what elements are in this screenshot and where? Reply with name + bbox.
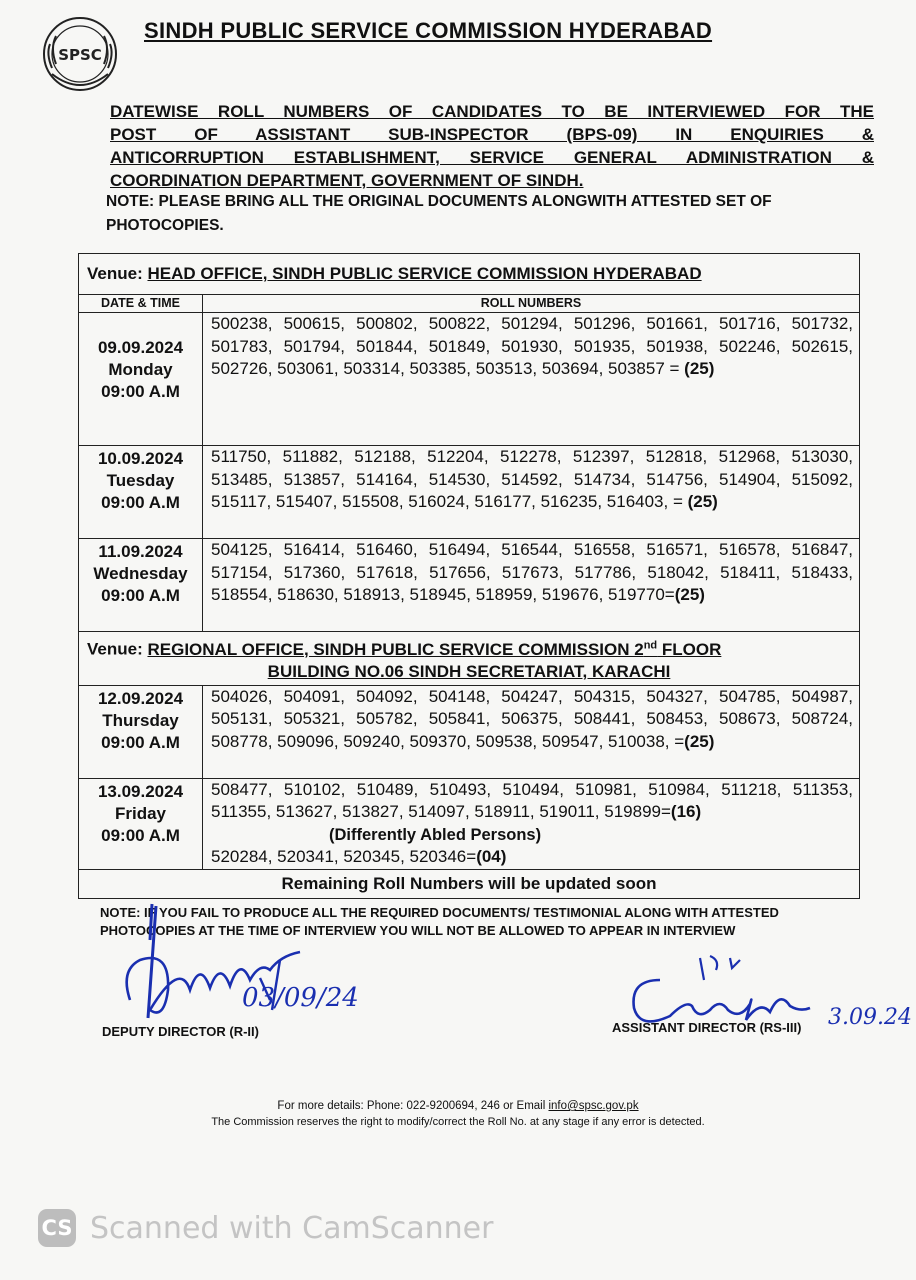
- roll-numbers: 500238, 500615, 500802, 500822, 501294, 501296, 501661, 501716, 501732, 501783, 501794, 501844, 501849, 501930, 501935, 501938, 502246, 502615, 502726, 503061, 503314, 503385, 503513, 503694, 503857 =: [211, 314, 854, 378]
- roll-numbers-cell: [203, 539, 860, 632]
- page-title: SINDH PUBLIC SERVICE COMMISSION HYDERABAD: [144, 18, 713, 43]
- disclaimer: The Commission reserves the right to modify/correct the Roll No. at any stage if any error is detected.: [211, 1116, 705, 1128]
- date-cell: [79, 446, 203, 539]
- time: 09:00 A.M: [101, 586, 180, 605]
- roll-count: (16): [670, 802, 702, 822]
- roll-numbers-cell: [203, 685, 860, 778]
- time: 09:00 A.M: [101, 382, 180, 401]
- venue-row-karachi: [79, 632, 860, 686]
- roll-numbers-cell: [203, 778, 860, 869]
- roll-count: (04): [476, 847, 507, 867]
- roll-count: (25): [684, 359, 715, 378]
- camscanner-text: Scanned with CamScanner: [90, 1210, 494, 1246]
- venue-name: REGIONAL OFFICE, SINDH PUBLIC SERVICE COMMISSION 2: [147, 639, 644, 659]
- remaining-note: Remaining Roll Numbers will be updated soon: [79, 869, 860, 898]
- email-link[interactable]: info@spsc.gov.pk: [548, 1100, 639, 1112]
- venue-superscript: nd: [643, 639, 658, 651]
- heading-line: POST OF ASSISTANT SUB-INSPECTOR (BPS-09) IN ENQUIRIES &: [110, 125, 874, 144]
- day: Thursday: [102, 710, 179, 730]
- day: Tuesday: [106, 471, 175, 490]
- camscanner-icon: CS: [38, 1209, 76, 1247]
- date: 10.09.2024: [97, 449, 184, 468]
- heading-line: DATEWISE ROLL NUMBERS OF CANDIDATES TO BE INTERVIEWED FOR THE: [110, 102, 874, 121]
- failure-note: NOTE: IF YOU FAIL TO PRODUCE ALL THE REQUIRED DOCUMENTS/ TESTIMONIAL ALONG WITH ATTESTED PHOTOCOPIES AT THE TIME OF INTERVIEW YOU WILL NOT BE ALLOWED TO APPEAR IN INTERVIEW: [100, 905, 779, 938]
- time: 09:00 A.M: [101, 732, 180, 752]
- day: Wednesday: [93, 564, 188, 583]
- roll-numbers: 520284, 520341, 520345, 520346=: [211, 847, 477, 867]
- roll-count: (25): [674, 585, 705, 604]
- date-cell: [79, 539, 203, 632]
- venue-address: BUILDING NO.06 SINDH SECRETARIAT, KARACHI: [267, 661, 671, 681]
- venue-row-hyderabad: [79, 254, 860, 295]
- table-row: [79, 685, 860, 778]
- signature-date: 03/09/24: [242, 983, 359, 1013]
- camscanner-watermark: [38, 1205, 493, 1251]
- logo-text: SPSC: [58, 46, 102, 64]
- schedule-table: [78, 253, 860, 899]
- heading-line: ANTICORRUPTION ESTABLISHMENT, SERVICE GENERAL ADMINISTRATION &: [110, 148, 874, 167]
- date-cell: [79, 313, 203, 446]
- table-row: [79, 446, 860, 539]
- deputy-director-title: DEPUTY DIRECTOR (R-II): [102, 1024, 259, 1039]
- documents-note: NOTE: PLEASE BRING ALL THE ORIGINAL DOCUMENTS ALONGWITH ATTESTED SET OF PHOTOCOPIES.: [106, 193, 772, 234]
- roll-count: (25): [687, 492, 718, 511]
- date: 09.09.2024: [97, 338, 184, 357]
- signature-date: 3.09.24: [828, 1005, 912, 1030]
- time: 09:00 A.M: [101, 825, 180, 845]
- contact-line: [0, 1100, 916, 1112]
- venue-name: HEAD OFFICE, SINDH PUBLIC SERVICE COMMISSION HYDERABAD: [147, 264, 702, 283]
- remaining-row: [79, 869, 860, 898]
- roll-numbers-cell: [203, 313, 860, 446]
- differently-abled-note: (Differently Abled Persons): [329, 825, 542, 844]
- table-row: [79, 778, 860, 869]
- date-cell: [79, 685, 203, 778]
- date: 11.09.2024: [98, 542, 183, 561]
- roll-numbers: 504125, 516414, 516460, 516494, 516544, 516558, 516571, 516578, 516847, 517154, 517360, 517618, 517656, 517673, 517786, 518042, 518411, 518433, 518554, 518630, 518913, 518945, 518959, 519676, 519770=: [211, 540, 854, 604]
- table-row: [79, 313, 860, 446]
- document-heading: [110, 100, 874, 192]
- col-header-date: DATE & TIME: [79, 295, 203, 313]
- assistant-director-title: ASSISTANT DIRECTOR (RS-III): [612, 1020, 802, 1035]
- date: 13.09.2024: [97, 781, 184, 801]
- roll-numbers: 504026, 504091, 504092, 504148, 504247, 504315, 504327, 504785, 504987, 505131, 505321, 505782, 505841, 506375, 508441, 508453, 508673, 508724, 508778, 509096, 509240, 509370, 509538, 509547, 510038, =: [211, 686, 854, 751]
- roll-numbers-cell: [203, 446, 860, 539]
- day: Monday: [108, 360, 173, 379]
- date: 12.09.2024: [97, 688, 184, 708]
- spsc-logo: [36, 14, 124, 96]
- time: 09:00 A.M: [101, 493, 180, 512]
- col-header-rolls: ROLL NUMBERS: [203, 295, 860, 313]
- table-header: [79, 295, 860, 313]
- date-cell: [79, 778, 203, 869]
- day: Friday: [114, 803, 167, 823]
- deputy-director-signature: [110, 900, 370, 1030]
- venue-name-cont: FLOOR: [657, 639, 722, 659]
- contact-text: For more details: Phone: 022-9200694, 246 or Email: [277, 1100, 549, 1112]
- venue-label: Venue:: [87, 264, 143, 283]
- roll-numbers: 511750, 511882, 512188, 512204, 512278, 512397, 512818, 512968, 513030, 513485, 513857, 514164, 514530, 514592, 514734, 514756, 514904, 515092, 515117, 515407, 515508, 516024, 516177, 516235, 516403, =: [211, 447, 854, 511]
- heading-line: COORDINATION DEPARTMENT, GOVERNMENT OF SINDH.: [110, 171, 584, 190]
- venue-label: Venue:: [87, 639, 143, 659]
- roll-count: (25): [684, 731, 715, 751]
- roll-numbers: 508477, 510102, 510489, 510493, 510494, 510981, 510984, 511218, 511353, 511355, 513627, 513827, 514097, 518911, 519011, 519899=: [211, 779, 854, 822]
- table-row: [79, 539, 860, 632]
